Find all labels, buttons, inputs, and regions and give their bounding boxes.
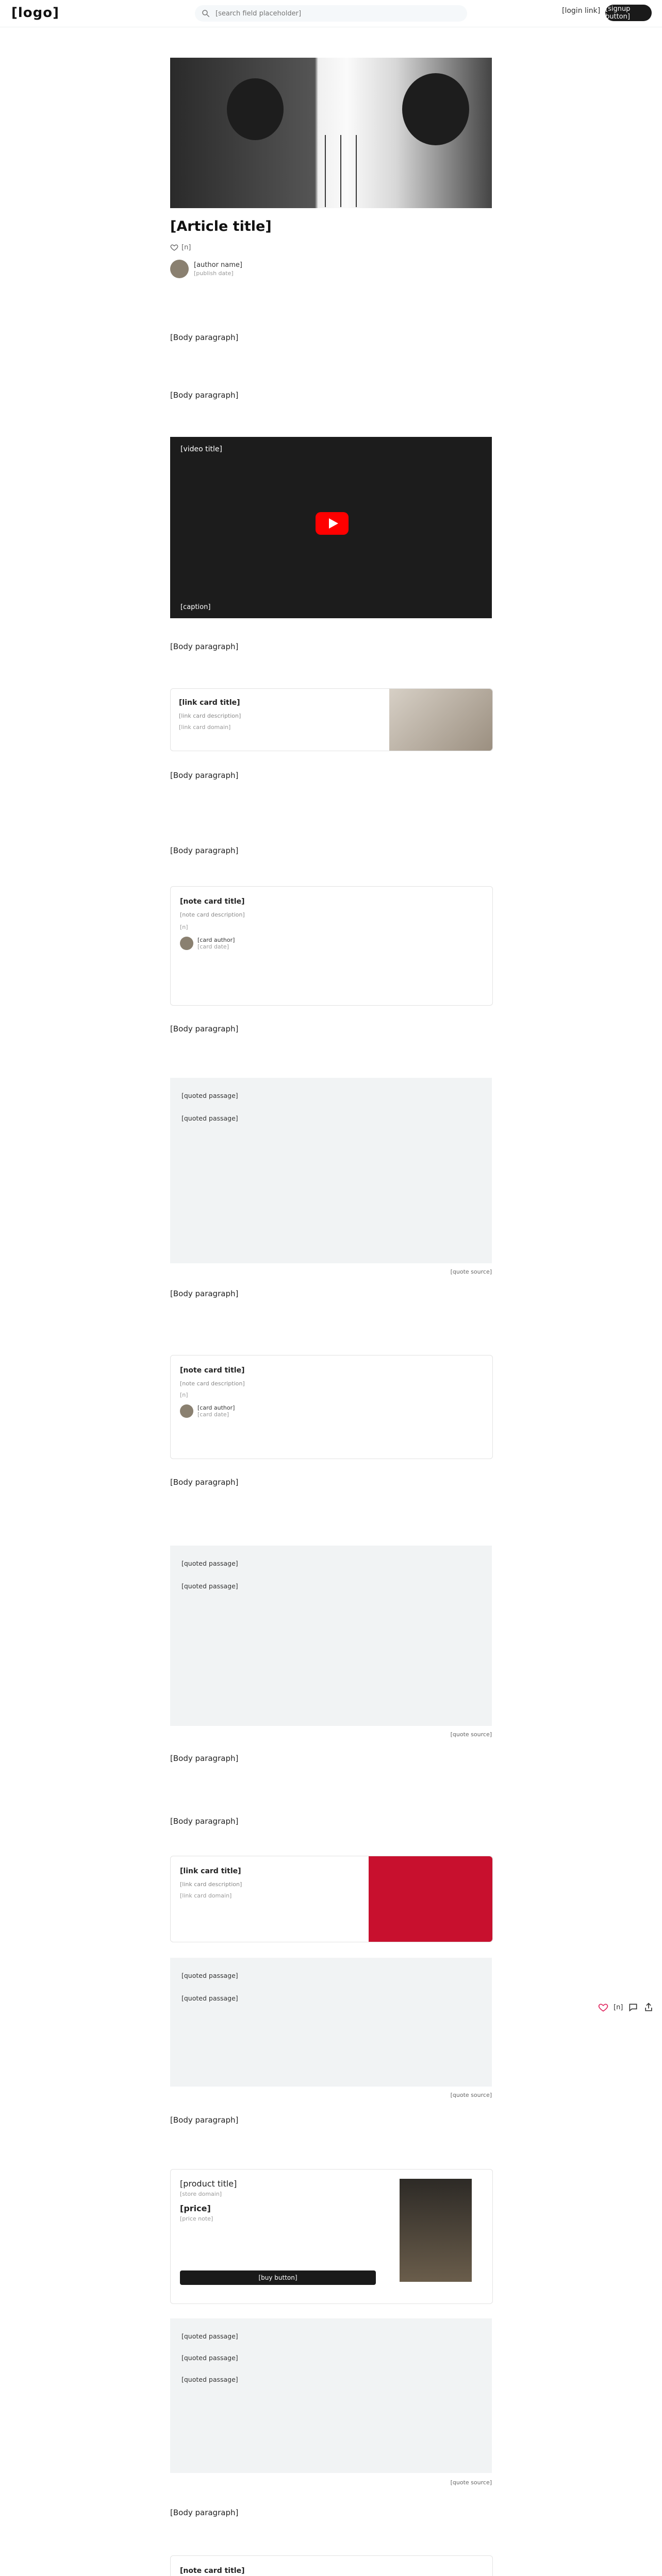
quote-text: [quoted passage] [181, 1560, 238, 1567]
paragraph: [Body paragraph] [170, 1754, 239, 1763]
link-card-desc: [link card description] [180, 1881, 242, 1888]
top-bar [0, 0, 662, 27]
amazon-site: [store domain] [180, 2191, 222, 2197]
link-card-domain: [link card domain] [179, 724, 231, 731]
paragraph: [Body paragraph] [170, 391, 239, 400]
paragraph: [Body paragraph] [170, 2115, 239, 2125]
amazon-price: [price] [180, 2204, 211, 2213]
quote-caption: [quote source] [450, 2092, 492, 2098]
note-card-title: [note card title] [180, 2567, 245, 2575]
note-card-title: [note card title] [180, 897, 245, 906]
paragraph: [Body paragraph] [170, 333, 239, 342]
quote-block [170, 2318, 492, 2473]
hero-portrait-left [227, 78, 284, 140]
article-title: [Article title] [170, 218, 272, 234]
note-card[interactable] [170, 886, 493, 1006]
search-bar[interactable] [195, 5, 467, 22]
link-card-desc: [link card description] [179, 713, 241, 719]
watch-on-youtube[interactable]: [caption] [180, 603, 211, 611]
heart-icon[interactable] [598, 2002, 608, 2012]
note-card-date: [card date] [197, 943, 229, 950]
quote-text: [quoted passage] [181, 1972, 238, 1979]
note-card-date: [card date] [197, 1411, 229, 1418]
link-card-title: [link card title] [180, 1867, 241, 1875]
quote-block [170, 1958, 492, 2087]
sidebar-like-count: [n] [614, 2003, 623, 2011]
link-card-thumbnail [389, 689, 492, 751]
hero-portrait-right [402, 73, 469, 145]
floating-actions [598, 2002, 654, 2012]
link-card-domain: [link card domain] [180, 1892, 232, 1899]
author-name[interactable]: [author name] [194, 261, 242, 269]
quote-block [170, 1078, 492, 1263]
note-card-desc: [note card description] [180, 911, 245, 918]
like-count[interactable] [170, 243, 492, 251]
note-card-likes: [n] [180, 924, 188, 930]
quote-text: [quoted passage] [181, 1092, 238, 1099]
note-card[interactable] [170, 2555, 493, 2576]
paragraph: [Body paragraph] [170, 2508, 239, 2517]
paragraph: [Body paragraph] [170, 1478, 239, 1487]
like-count-value: [n] [181, 243, 191, 251]
paragraph: [Body paragraph] [170, 1024, 239, 1033]
paragraph: [Body paragraph] [170, 846, 239, 855]
note-card-desc: [note card description] [180, 1380, 245, 1387]
link-card[interactable] [170, 688, 493, 751]
quote-text: [quoted passage] [181, 2332, 238, 2340]
quote-caption: [quote source] [450, 1731, 492, 1738]
heart-icon[interactable] [170, 243, 178, 251]
login-link[interactable]: [login link] [562, 7, 601, 15]
link-card[interactable] [170, 1856, 493, 1942]
paragraph: [Body paragraph] [170, 1289, 239, 1298]
quote-text: [quoted passage] [181, 1994, 238, 2002]
avatar[interactable] [180, 1404, 193, 1418]
hero-text-column [340, 135, 350, 207]
paragraph: [Body paragraph] [170, 1817, 239, 1826]
video-title: [video title] [180, 445, 222, 453]
quote-caption: [quote source] [450, 2479, 492, 2486]
note-card-author[interactable]: [card author] [197, 1404, 235, 1411]
comment-icon[interactable] [628, 2002, 638, 2012]
quote-text: [quoted passage] [181, 1582, 238, 1590]
avatar[interactable] [170, 260, 189, 278]
note-card-title: [note card title] [180, 1366, 245, 1375]
publish-date: [publish date] [194, 270, 234, 277]
note-card-likes: [n] [180, 1392, 188, 1398]
paragraph: [Body paragraph] [170, 771, 239, 780]
search-input[interactable] [214, 9, 454, 18]
quote-text: [quoted passage] [181, 1114, 238, 1122]
book-cover [400, 2179, 472, 2282]
article-header [170, 216, 492, 278]
quote-text: [quoted passage] [181, 2354, 238, 2362]
quote-block [170, 1546, 492, 1726]
amazon-title: [product title] [180, 2179, 237, 2189]
play-icon[interactable] [316, 512, 349, 535]
share-icon[interactable] [643, 2002, 654, 2012]
hero-image [170, 58, 492, 208]
paragraph: [Body paragraph] [170, 642, 239, 651]
author-block[interactable] [170, 260, 492, 278]
link-card-title: [link card title] [179, 699, 240, 707]
avatar[interactable] [180, 937, 193, 950]
signup-button[interactable]: [signup button] [605, 5, 652, 21]
hero-text-column [325, 135, 334, 207]
note-logo[interactable]: [logo] [11, 5, 60, 21]
note-card-author[interactable]: [card author] [197, 937, 235, 943]
link-card-thumbnail [369, 1856, 492, 1942]
amazon-card[interactable] [170, 2169, 493, 2304]
hero-text-column [356, 135, 365, 207]
note-card[interactable] [170, 1355, 493, 1459]
amazon-buy-button[interactable]: [buy button] [180, 2270, 376, 2285]
video-embed[interactable] [170, 437, 492, 618]
amazon-price-note: [price note] [180, 2215, 213, 2222]
quote-caption: [quote source] [450, 1268, 492, 1275]
quote-text: [quoted passage] [181, 2376, 238, 2383]
search-icon [201, 9, 210, 18]
